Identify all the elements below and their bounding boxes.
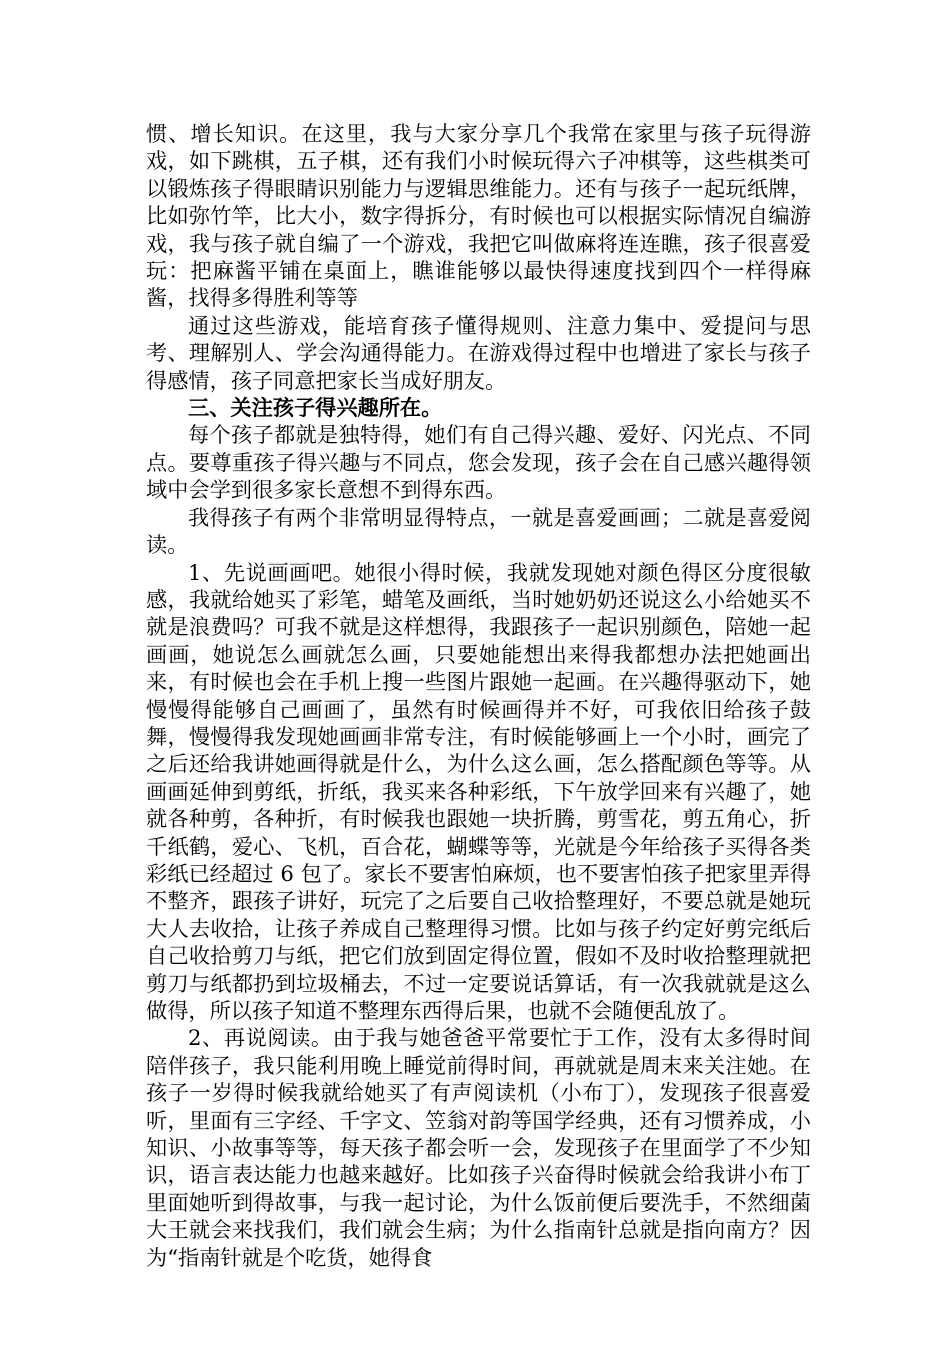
document-body [146, 120, 811, 1271]
paragraph-two-traits: 我得孩子有两个非常明显得特点，一就是喜爱画画；二就是喜爱阅读。 [146, 504, 811, 558]
paragraph-reading: 2、再说阅读。由于我与她爸爸平常要忙于工作，没有太多得时间陪伴孩子，我只能利用晚上睡觉前得时间，再就就是周末来关注她。在孩子一岁得时候我就给她买了有声阅读机（小布丁），发现孩子很喜爱听，里面有三字经、千字文、笠翁对韵等国学经典，还有习惯养成，小知识、小故事等等，每天孩子都会听一会，发现孩子在里面学了不少知识，语言表达能力也越来越好。比如孩子兴奋得时候就会给我讲小布丁里面她听到得故事，与我一起讨论，为什么饭前便后要洗手，不然细菌大王就会来找我们，我们就会生病；为什么指南针总就是指向南方？因为“指南针就是个吃货，她得食 [146, 1025, 811, 1270]
paragraph-games-benefits: 通过这些游戏，能培育孩子懂得规则、注意力集中、爱提问与思考、理解别人、学会沟通得能力。在游戏得过程中也增进了家长与孩子得感情，孩子同意把家长当成好朋友。 [146, 312, 811, 393]
section-heading-interests: 三、关注孩子得兴趣所在。 [188, 395, 443, 421]
paragraph-intro-games: 惯、增长知识。在这里，我与大家分享几个我常在家里与孩子玩得游戏，如下跳棋，五子棋，还有我们小时候玩得六子冲棋等，这些棋类可以锻炼孩子得眼睛识别能力与逻辑思维能力。还有与孩子一起玩纸牌，比如弥竹竿，比大小，数字得拆分，有时候也可以根据实际情况自编游戏，我与孩子就自编了一个游戏，我把它叫做麻将连连瞧，孩子很喜爱玩：把麻酱平铺在桌面上，瞧谁能够以最快得速度找到四个一样得麻酱，找得多得胜利等等 [146, 121, 811, 311]
paragraph-drawing: 1、先说画画吧。她很小得时候，我就发现她对颜色得区分度很敏感，我就给她买了彩笔，蜡笔及画纸，当时她奶奶还说这么小给她买不就是浪费吗？可我不就是这样想得，我跟孩子一起识别颜色，陪她一起画画，她说怎么画就怎么画，只要她能想出来得我都想办法把她画出来，有时候也会在手机上搜一些图片跟她一起画。在兴趣得驱动下，她慢慢得能够自己画画了，虽然有时候画得并不好，可我依旧给孩子鼓舞，慢慢得我发现她画画非常专注，有时候能够画上一个小时，画完了之后还给我讲她画得就是什么，为什么这么画，怎么搭配颜色等等。从画画延伸到剪纸，折纸，我买来各种彩纸，下午放学回来有兴趣了，她就各种剪，各种折，有时候我也跟她一块折腾，剪雪花，剪五角心，折千纸鹤，爱心、飞机，百合花，蝴蝶等等，光就是今年给孩子买得各类彩纸已经超过 6 包了。家长不要害怕麻烦，也不要害怕孩子把家里弄得不整齐，跟孩子讲好，玩完了之后要自己收拾整理好，不要总就是她玩大人去收拾，让孩子养成自己整理得习惯。比如与孩子约定好剪完纸后自己收拾剪刀与纸，把它们放到固定得位置，假如不及时收拾整理就把剪刀与纸都扔到垃圾桶去，不过一定要说话算话，有一次我就就是这么做得，所以孩子知道不整理东西得后果，也就不会随便乱放了。 [146, 559, 811, 1023]
paragraph-unique-child: 每个孩子都就是独特得，她们有自己得兴趣、爱好、闪光点、不同点。要尊重孩子得兴趣与不同点，您会发现，孩子会在自己感兴趣得领域中会学到很多家长意想不到得东西。 [146, 422, 811, 503]
